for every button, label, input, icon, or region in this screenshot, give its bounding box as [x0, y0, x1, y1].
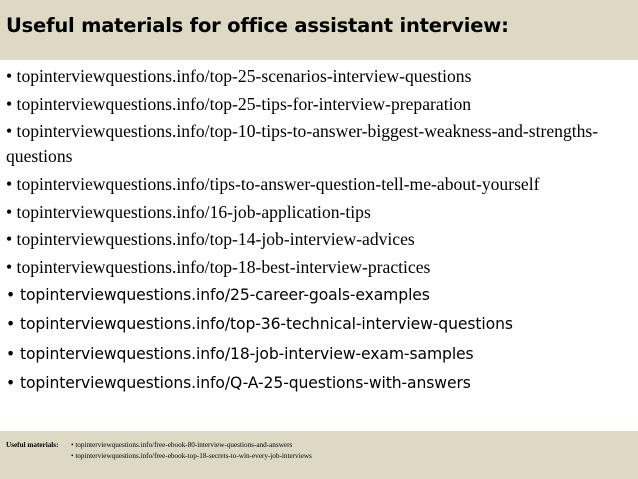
list-item[interactable]: • topinterviewquestions.info/18-job-interview-exam-samples: [6, 344, 474, 363]
list-item[interactable]: • topinterviewquestions.info/tips-to-answer-question-tell-me-about-yourself: [6, 173, 540, 194]
footer-links: [71, 440, 312, 462]
list-item[interactable]: • topinterviewquestions.info/top-10-tips-to-answer-biggest-weakness-and-strengths-questions: [6, 121, 599, 167]
list-item[interactable]: • topinterviewquestions.info/top-25-tips-for-interview-preparation: [6, 93, 472, 114]
materials-list: [6, 64, 632, 401]
footer-bar: [0, 431, 638, 479]
footer-content: [6, 440, 312, 462]
footer-link[interactable]: • topinterviewquestions.info/free-ebook-top-18-secrets-to-win-every-job-interviews: [71, 452, 312, 460]
footer-label: Useful materials:: [6, 441, 59, 449]
list-item[interactable]: • topinterviewquestions.info/25-career-goals-examples: [6, 285, 430, 304]
list-item[interactable]: • topinterviewquestions.info/16-job-application-tips: [6, 201, 371, 222]
list-item[interactable]: • topinterviewquestions.info/Q-A-25-questions-with-answers: [6, 374, 471, 393]
page-title: Useful materials for office assistant interview:: [6, 14, 509, 37]
list-item[interactable]: • topinterviewquestions.info/top-36-technical-interview-questions: [6, 315, 513, 334]
footer-link[interactable]: • topinterviewquestions.info/free-ebook-80-interview-questions-and-answers: [71, 441, 293, 449]
list-item[interactable]: • topinterviewquestions.info/top-25-scenarios-interview-questions: [6, 66, 472, 86]
list-item[interactable]: • topinterviewquestions.info/top-14-job-interview-advices: [6, 229, 415, 250]
title-bar: [0, 0, 638, 60]
list-item[interactable]: • topinterviewquestions.info/top-18-best-interview-practices: [6, 256, 431, 277]
